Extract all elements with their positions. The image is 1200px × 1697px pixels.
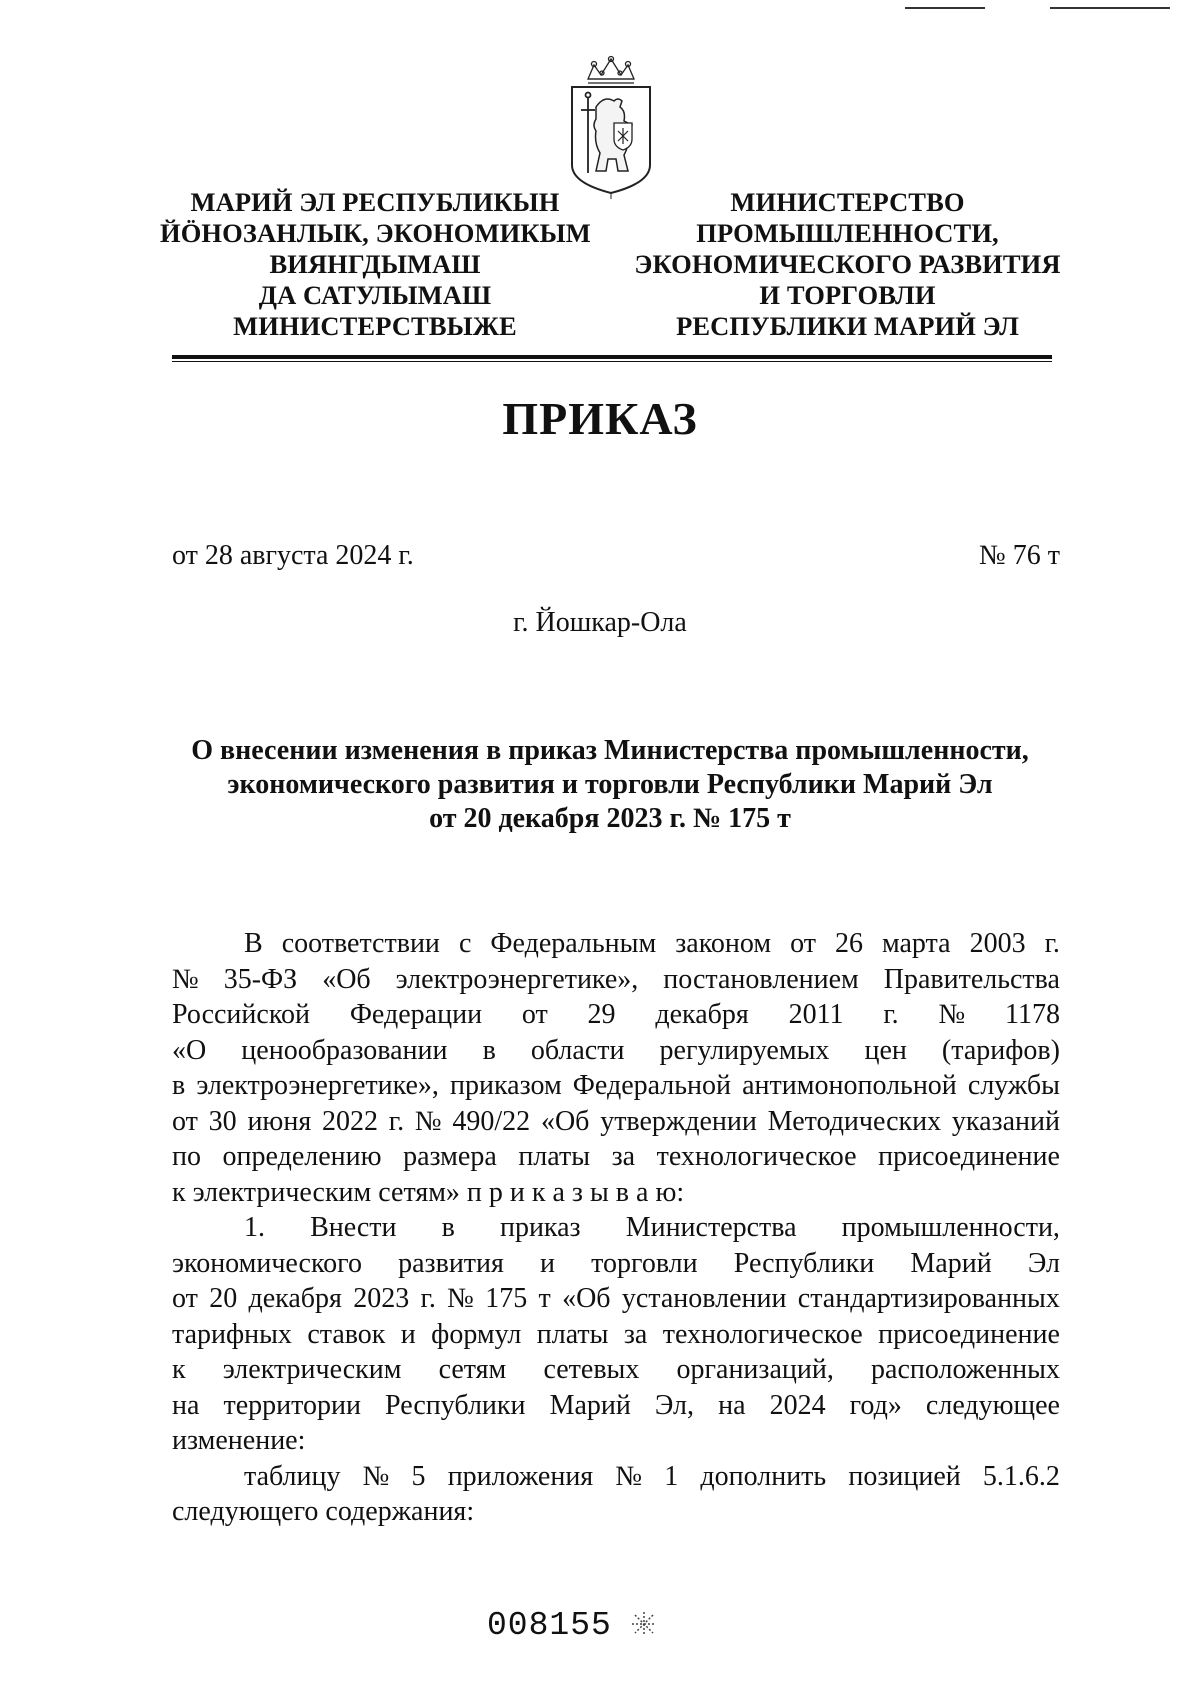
header-divider-thick <box>172 355 1052 359</box>
body-word: 20 <box>209 1283 238 1314</box>
body-word: 5.1.6.2 <box>982 1460 1060 1492</box>
body-word: Российской <box>172 999 310 1030</box>
body-word: «Об <box>562 1283 611 1314</box>
body-word: законом <box>675 928 772 959</box>
scan-artifact-line <box>1050 7 1170 9</box>
body-word: электроэнергетике», <box>395 963 639 995</box>
header-line: МИНИСТЕРСТВО <box>730 187 965 217</box>
body-word: платы <box>536 1318 609 1350</box>
header-line: РЕСПУБЛИКИ МАРИЙ ЭЛ <box>676 311 1019 341</box>
body-line <box>172 1068 1060 1104</box>
document-serial-number: 008155 <box>487 1607 612 1644</box>
body-word: декабря <box>655 999 749 1030</box>
header-line: ДА САТУЛЫМАШ <box>258 280 492 310</box>
body-word: 2023 <box>353 1283 410 1314</box>
body-word: постановлением <box>663 963 859 995</box>
document-city: г. Йошкар-Ола <box>513 607 687 638</box>
body-word: установлении <box>621 1283 787 1314</box>
body-word: (тарифов) <box>941 1034 1060 1066</box>
body-word: за <box>611 1141 636 1172</box>
document-type-title: ПРИКАЗ <box>502 393 698 444</box>
header-line: МАРИЙ ЭЛ РЕСПУБЛИКЫН <box>190 187 560 217</box>
body-line <box>172 1104 1060 1140</box>
body-word: области <box>530 1034 625 1066</box>
body-word: 2022 <box>321 1105 378 1137</box>
body-word: от <box>172 1283 198 1314</box>
body-word: г. <box>1044 928 1060 959</box>
body-word: № <box>938 999 966 1030</box>
body-word: промышленности, <box>841 1212 1060 1243</box>
body-word: присоединение <box>878 1318 1060 1350</box>
body-word: таблицу <box>244 1460 341 1492</box>
body-line <box>172 926 1060 962</box>
body-word: Федеральным <box>490 928 657 959</box>
body-word: декабря <box>248 1283 342 1314</box>
body-word: приложения <box>447 1460 594 1492</box>
header-line: ПРОМЫШЛЕННОСТИ, <box>696 218 999 248</box>
document-subject <box>170 734 1050 836</box>
body-word: сетям <box>438 1354 507 1385</box>
body-word: сетевых <box>543 1354 640 1385</box>
body-line: следующего содержания: <box>172 1496 475 1527</box>
body-word: цен <box>864 1034 907 1066</box>
header-line: И ТОРГОВЛИ <box>759 280 936 310</box>
body-word: Внести <box>310 1212 397 1243</box>
body-word: г. <box>883 999 899 1030</box>
body-word: 30 <box>208 1105 237 1137</box>
body-word: 2024 <box>769 1389 826 1421</box>
body-word: к <box>172 1354 186 1385</box>
body-word: Эл <box>1027 1247 1060 1279</box>
body-word: на <box>172 1389 200 1421</box>
body-word: г. <box>388 1105 405 1137</box>
header-ministry-name-russian <box>630 187 1065 342</box>
body-line <box>172 1139 1060 1175</box>
body-line <box>172 1317 1060 1353</box>
body-word: присоединение <box>878 1141 1060 1172</box>
body-word: «О <box>172 1034 207 1066</box>
body-word: организаций, <box>676 1354 834 1385</box>
body-word: от <box>521 999 548 1030</box>
body-word: № <box>172 963 199 995</box>
body-word: по <box>172 1141 201 1172</box>
subject-line: О внесении изменения в приказ Министерства промышленности, <box>191 735 1029 766</box>
body-word: 2003 <box>969 928 1026 959</box>
body-line <box>172 962 1060 998</box>
body-word: торговли <box>591 1247 698 1279</box>
body-word: платы <box>518 1141 591 1172</box>
body-word: 1 <box>664 1460 679 1492</box>
body-word: Марий <box>549 1389 631 1421</box>
body-word: технологическое <box>662 1318 863 1350</box>
body-word: регулируемых <box>659 1034 830 1066</box>
coat-of-arms-emblem <box>566 55 656 200</box>
body-word: размера <box>403 1141 497 1172</box>
body-word: утверждении <box>600 1105 757 1137</box>
body-word: в <box>172 1070 186 1101</box>
body-line <box>172 1388 1060 1424</box>
document-body <box>172 926 1060 1530</box>
body-word: позицией <box>848 1460 961 1492</box>
body-word: июня <box>247 1105 312 1137</box>
body-word: электроэнергетике», <box>196 1070 439 1101</box>
body-word: следующее <box>925 1389 1060 1421</box>
body-word: службы <box>967 1070 1060 1101</box>
header-line: ЭКОНОМИЧЕСКОГО РАЗВИТИЯ <box>634 249 1061 279</box>
body-word: антимонопольной <box>742 1070 957 1101</box>
body-word: Министерства <box>625 1212 797 1243</box>
body-word: № <box>447 1283 474 1314</box>
body-word: формул <box>431 1318 522 1350</box>
body-word: расположенных <box>871 1354 1060 1385</box>
body-word: 175 <box>485 1283 528 1314</box>
body-line: к электрическим сетям» п р и к а з ы в а ю: <box>172 1176 685 1208</box>
body-word: «Об <box>540 1105 590 1137</box>
body-word: Эл, <box>654 1389 695 1421</box>
body-word: определению <box>222 1141 382 1172</box>
body-word: в <box>482 1034 496 1066</box>
body-word: т <box>538 1283 551 1314</box>
body-word: и <box>540 1247 556 1279</box>
body-line <box>172 1246 1060 1282</box>
header-divider-thin <box>172 361 1052 362</box>
body-word: указаний <box>951 1105 1060 1137</box>
document-number: № 76 т <box>979 540 1060 571</box>
stamp-mark-icon <box>630 1610 658 1638</box>
body-word: Правительства <box>883 963 1060 995</box>
body-word: от <box>790 928 816 959</box>
body-word: 490/22 <box>452 1105 531 1137</box>
body-word: в <box>441 1212 455 1243</box>
body-word: В <box>244 928 263 959</box>
body-word: 5 <box>411 1460 426 1492</box>
subject-line: от 20 декабря 2023 г. № 175 т <box>429 803 791 834</box>
body-line <box>172 1459 1060 1495</box>
body-word: № <box>362 1460 390 1492</box>
body-word: и <box>400 1318 416 1350</box>
body-word: ценообразовании <box>241 1034 448 1066</box>
body-word: № <box>615 1460 643 1492</box>
body-line <box>172 1210 1060 1246</box>
body-word: Республики <box>733 1247 875 1279</box>
body-word: 1. <box>244 1212 265 1243</box>
body-word: тарифных <box>172 1318 292 1350</box>
body-line <box>172 997 1060 1033</box>
body-word: Методических <box>767 1105 942 1137</box>
body-word: соответствии <box>281 928 440 959</box>
body-word: «Об <box>322 963 371 995</box>
body-word: технологическое <box>656 1141 857 1172</box>
scan-artifact-line <box>905 7 985 9</box>
body-word: на <box>718 1389 746 1421</box>
body-line: изменение: <box>172 1425 306 1456</box>
body-word: г. <box>420 1283 436 1314</box>
body-word: № <box>414 1105 442 1137</box>
body-word: Марий <box>910 1247 992 1279</box>
header-line: МИНИСТЕРСТВЫЖЕ <box>233 311 517 341</box>
header-line: ВИЯНГДЫМАШ <box>269 249 481 279</box>
body-word: за <box>623 1318 648 1350</box>
body-word: 1178 <box>1005 999 1060 1030</box>
subject-line: экономического развития и торговли Республики Марий Эл <box>227 769 993 800</box>
body-word: марта <box>881 928 951 959</box>
body-word: территории <box>223 1389 361 1421</box>
body-word: год» <box>849 1389 902 1421</box>
body-word: Федеральной <box>572 1070 732 1101</box>
body-word: 29 <box>587 999 616 1030</box>
body-word: ставок <box>307 1318 386 1350</box>
body-word: дополнить <box>700 1460 827 1492</box>
body-word: стандартизированных <box>797 1283 1060 1314</box>
body-word: электрическим <box>222 1354 402 1385</box>
body-word: от <box>172 1105 198 1137</box>
body-word: Республики <box>385 1389 526 1421</box>
document-date: от 28 августа 2024 г. <box>172 540 414 571</box>
body-word: приказом <box>450 1070 562 1101</box>
body-line <box>172 1281 1060 1317</box>
header-line: ЙӦНОЗАНЛЫК, ЭКОНОМИКЫМ <box>160 218 591 248</box>
body-word: 35-ФЗ <box>223 963 298 995</box>
body-word: с <box>458 928 472 959</box>
body-word: развития <box>398 1247 504 1279</box>
body-word: 2011 <box>788 999 844 1030</box>
header-ministry-name-mari <box>160 187 590 342</box>
body-word: 26 <box>834 928 863 959</box>
body-line <box>172 1352 1060 1388</box>
body-word: приказ <box>499 1212 581 1243</box>
body-line <box>172 1033 1060 1069</box>
body-word: экономического <box>172 1247 362 1279</box>
body-word: Федерации <box>349 999 483 1030</box>
